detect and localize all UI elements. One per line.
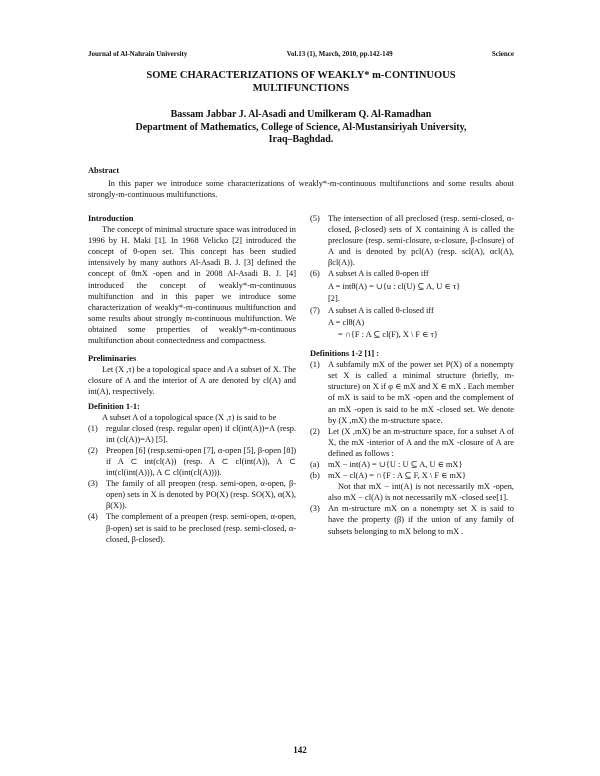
item-number: (6) bbox=[310, 269, 320, 279]
author-location: Iraq–Baghdad. bbox=[268, 134, 334, 145]
note-text: Not that mX − int(A) is not necessarily mX -open, also mX − cl(A) is not necessarily mX -closed see[1]. bbox=[328, 482, 514, 503]
page-number: 142 bbox=[293, 745, 307, 755]
item-text: An m-structure mX on a nonempty set X is said to have the property (β) if the union of any family of subsets belonging to mX belong to mX . bbox=[328, 504, 514, 536]
list-item bbox=[310, 268, 514, 279]
item-text: A subfamily mX of the power set P(X) of a nonempty set X is called a minimal structure (briefly, m-structure) on X if φ ∈ mX and X ∈ mX . Each member of mX is said to be mX -open and the complement of an mX -open is said to be mX -closed set. We denote by (X ,mX) the m-structure space. bbox=[328, 360, 514, 425]
item-text: A subset A is called θ-open iff bbox=[328, 269, 429, 279]
title-line-1: SOME CHARACTERIZATIONS OF WEAKLY* m-CONTINUOUS bbox=[146, 70, 456, 81]
list-item bbox=[310, 305, 514, 316]
journal-name: Journal of Al-Nahrain University bbox=[88, 50, 188, 58]
item-number: (b) bbox=[310, 471, 320, 481]
theta-open-equation: A = intθ(A) = ∪{u : cl(U) ⊆ A, U ∈ τ} bbox=[328, 281, 461, 291]
title-line-2: MULTIFUNCTIONS bbox=[252, 83, 350, 94]
abstract-text: In this paper we introduce some characterizations of weakly*-m-continuous multifunctions and some results about strongly-m-continuous multifunctions. bbox=[88, 179, 514, 199]
item-number: (5) bbox=[310, 214, 320, 223]
item-number: (a) bbox=[310, 459, 320, 469]
item-number: (3) bbox=[310, 504, 320, 514]
definition-1-1-intro: A subset A of a topological space (X ,τ) is said to be bbox=[102, 412, 277, 422]
list-item bbox=[88, 423, 296, 445]
item-text: regular closed (resp. regular open) if cl(int(A))=A (resp. int (cl(A))=A) [5]. bbox=[106, 423, 296, 444]
author-affiliation: Department of Mathematics, College of Science, Al-Mustansiriyah University, bbox=[135, 121, 467, 133]
author-names: Bassam Jabbar J. Al-Asadi and Umilkeram Q. Al-Ramadhan bbox=[170, 109, 432, 120]
item-text: Let (X ,mX) be an m-structure space, for a subset A of X, the mX -interior of A and the mX -closure of A are defined as follows : bbox=[328, 426, 514, 458]
definition-1-1-heading: Definition 1-1: bbox=[88, 401, 140, 411]
running-header bbox=[88, 50, 514, 58]
list-item bbox=[310, 459, 514, 470]
paper-title bbox=[88, 69, 514, 95]
author-block bbox=[88, 109, 514, 147]
item-text: The intersection of all preclosed (resp. semi-closed, α-closed, β-closed) sets of X containing A is called the preclosure (resp. semi-closure, α-closure, β-closure) of A and is denoted by pcl(A) (resp. scl(A), αcl(A), βcl(A)). bbox=[328, 214, 514, 268]
theta-open-ref: [2]. bbox=[328, 293, 340, 303]
item-text: A subset A is called θ-closed iff bbox=[328, 305, 434, 315]
list-item bbox=[88, 445, 296, 478]
volume-info: Vol.13 (1), March, 2010, pp.142-149 bbox=[286, 50, 393, 58]
abstract-heading: Abstract bbox=[88, 166, 120, 175]
preliminaries-heading: Preliminaries bbox=[88, 354, 137, 364]
item-number: (1) bbox=[310, 360, 320, 370]
list-item bbox=[88, 478, 296, 511]
list-item bbox=[310, 470, 514, 481]
item-text: The complement of a preopen (resp. semi-open, α-open, β-open) set is said to be preclosed (resp. semi-closed, α-closed, β-closed). bbox=[106, 512, 296, 544]
section-name: Science bbox=[491, 50, 514, 58]
theta-closed-equation-1: A = clθ(A) bbox=[328, 317, 365, 327]
item-text: mX − cl(A) = ∩{F : A ⊆ F, X \ F ∈ mX} bbox=[328, 471, 466, 481]
preliminaries-text: Let (X ,τ) be a topological space and A a subset of X. The closure of A and the interior of A are denoted by cl(A) and int(A), respectively. bbox=[88, 365, 296, 397]
item-number: (3) bbox=[88, 479, 98, 489]
item-number: (1) bbox=[88, 423, 98, 433]
list-item bbox=[88, 511, 296, 544]
item-text: Preopen [6] (resp.semi-open [7], α-open [5], β-open [8]) if A ⊂ int(cl(A)) (resp. A ⊂ cl(int(A)), A ⊂ int(cl(int(A))), A ⊂ cl(int(cl(A)))). bbox=[106, 445, 296, 478]
item-number: (4) bbox=[88, 512, 98, 522]
introduction-text: The concept of minimal structure space was introduced in 1996 by H. Maki [1]. In 1968 Velicko [2] introduced the concept of θ-open set. This concept has been studied intensively by many authors Al-Asadi B. J. [3] defined the concept of θmX -open and in 2008 Al-Asadi B. J. [4] introduced the concept of weakly*-m-continuous multifunction and in this paper we introduce some characterization of weakly*-m-continuous multifunction and some results about strongly m-continuous multifunction. We obtained some properties of weakly*-m-continuous multifunction about connectedness and compactness. bbox=[88, 225, 296, 346]
item-number: (2) bbox=[310, 426, 320, 436]
right-column bbox=[310, 213, 514, 537]
left-column bbox=[88, 213, 296, 545]
list-item bbox=[310, 213, 514, 268]
definitions-1-2-heading: Definitions 1-2 [1] : bbox=[310, 349, 380, 359]
theta-closed-equation-2: = ∩{F : A ⊆ cl(F), X \ F ∈ τ} bbox=[338, 329, 438, 339]
item-number: (2) bbox=[88, 445, 98, 455]
item-number: (7) bbox=[310, 305, 320, 315]
item-text: mX − int(A) = ∪{U : U ⊆ A, U ∈ mX} bbox=[328, 459, 463, 469]
item-text: The family of all preopen (resp. semi-open, α-open, β-open) sets in X is denoted by PO(X) (resp. SO(X), α(X), β(X)). bbox=[106, 479, 296, 511]
introduction-heading: Introduction bbox=[88, 214, 134, 223]
list-item bbox=[310, 426, 514, 459]
list-item bbox=[310, 503, 514, 536]
list-item bbox=[310, 359, 514, 426]
